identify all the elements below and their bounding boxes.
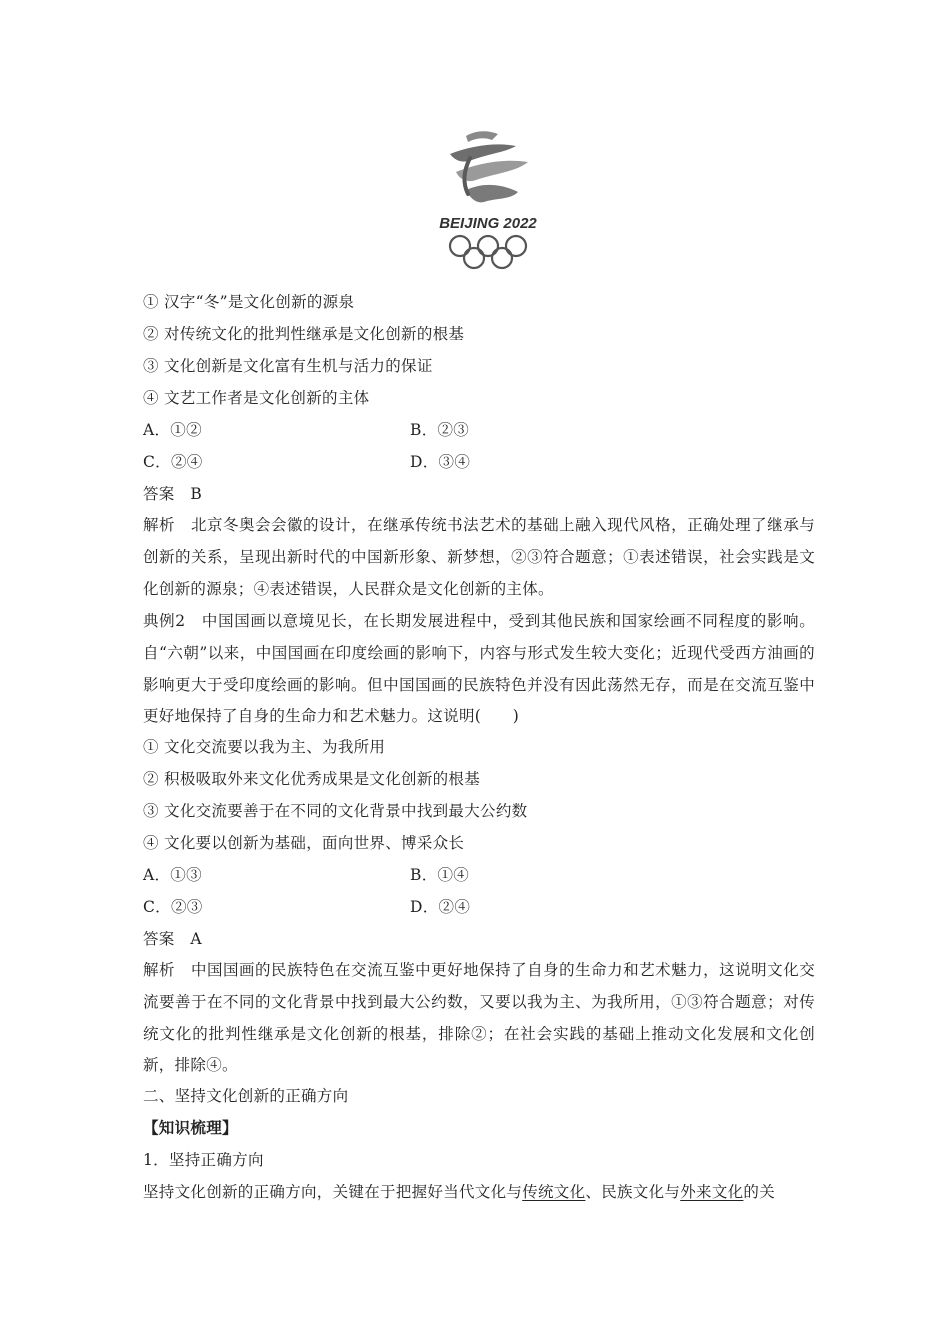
blank-traditional-culture: 传统文化 xyxy=(522,1183,586,1201)
body-text-1: 坚持文化创新的正确方向，关键在于把握好当代文化与 xyxy=(143,1183,523,1201)
q1-answer: 答案 B xyxy=(143,485,203,503)
q2-item-1: ① 文化交流要以我为主、为我所用 xyxy=(143,738,386,756)
q1-option-c: C．②④ xyxy=(143,453,203,471)
knowledge-tag: 【知识梳理】 xyxy=(143,1118,238,1137)
blank-foreign-culture: 外来文化 xyxy=(680,1183,744,1201)
logo-text: BEIJING 2022 xyxy=(439,215,537,232)
q1-item-2: ② 对传统文化的批判性继承是文化创新的根基 xyxy=(143,325,465,343)
q1-analysis: 解析 北京冬奥会会徽的设计，在继承传统书法艺术的基础上融入现代风格，正确处理了继承与创新的关系，呈现出新时代的中国新形象、新梦想，②③符合题意；①表述错误，社会实践是文化创新的源泉；④表述错误，人民群众是文化创新的主体。 xyxy=(143,516,815,598)
q1-option-d: D．③④ xyxy=(410,453,471,471)
q1-option-b: B．②③ xyxy=(410,421,470,439)
section-body xyxy=(143,1182,775,1202)
q2-item-4: ④ 文化要以创新为基础，面向世界、博采众长 xyxy=(143,834,465,852)
q2-option-d: D．②④ xyxy=(410,898,471,916)
subheading: 1．坚持正确方向 xyxy=(143,1151,264,1169)
body-text-2: 、民族文化与 xyxy=(585,1183,681,1201)
q2-item-3: ③ 文化交流要善于在不同的文化背景中找到最大公约数 xyxy=(143,802,528,820)
q1-option-a: A．①② xyxy=(143,421,202,439)
q2-option-a: A．①③ xyxy=(143,866,202,884)
beijing-2022-emblem-icon xyxy=(436,128,540,276)
q2-answer: 答案 A xyxy=(143,930,202,948)
section-heading: 二、坚持文化创新的正确方向 xyxy=(143,1087,349,1105)
q2-item-2: ② 积极吸取外来文化优秀成果是文化创新的根基 xyxy=(143,770,481,788)
q1-item-3: ③ 文化创新是文化富有生机与活力的保证 xyxy=(143,357,433,375)
q1-item-4: ④ 文艺工作者是文化创新的主体 xyxy=(143,389,370,407)
q2-option-c: C．②③ xyxy=(143,898,203,916)
q2-stem: 典例2 中国国画以意境见长，在长期发展进程中，受到其他民族和国家绘画不同程度的影响。自“六朝”以来，中国国画在印度绘画的影响下，内容与形式发生较大变化；近现代受西方油画的影响更大于受印度绘画的影响。但中国国画的民族特色并没有因此荡然无存，而是在交流互鉴中更好地保持了自身的生命力和艺术魅力。这说明( ) xyxy=(143,612,815,726)
q2-option-b: B．①④ xyxy=(410,866,470,884)
body-text-3: 的关 xyxy=(743,1183,776,1201)
q1-item-1: ① 汉字“冬”是文化创新的源泉 xyxy=(143,293,355,311)
q2-analysis: 解析 中国国画的民族特色在交流互鉴中更好地保持了自身的生命力和艺术魅力，这说明文化交流要善于在不同的文化背景中找到最大公约数，又要以我为主、为我所用，①③符合题意；对传统文化的批判性继承是文化创新的根基，排除②；在社会实践的基础上推动文化发展和文化创新，排除④。 xyxy=(143,961,815,1075)
